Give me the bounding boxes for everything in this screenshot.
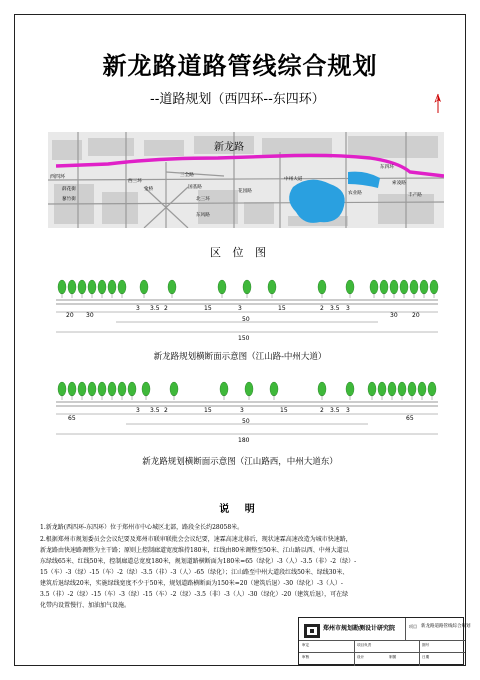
svg-text:2: 2 bbox=[164, 305, 168, 312]
tb-label: 审核 bbox=[302, 655, 310, 659]
note-line: 东绿线65米、红线50米，控制廊道总宽度180米，规划道路横断面为180米=65（绿化）-3（人）-3.5（非）-2（绿）- bbox=[40, 558, 357, 565]
tree-icon bbox=[428, 382, 436, 396]
svg-text:3: 3 bbox=[238, 305, 242, 312]
svg-text:150: 150 bbox=[238, 335, 250, 342]
tree-icon bbox=[98, 280, 106, 294]
note-line: 新龙路由快速路调整为主干路；原则上控制廊道宽度维持180米，红线由80米调整至50米、江山路以西、中州大道以 bbox=[40, 547, 349, 554]
tree-icon bbox=[268, 280, 276, 294]
svg-text:丰产路: 丰产路 bbox=[408, 193, 422, 198]
tree-icon bbox=[400, 280, 408, 294]
svg-text:50: 50 bbox=[242, 418, 250, 425]
svg-text:金桥: 金桥 bbox=[144, 187, 154, 192]
svg-text:北三环: 北三环 bbox=[196, 197, 210, 202]
tree-icon bbox=[430, 280, 438, 294]
tb-label: 项目负责 bbox=[357, 643, 372, 647]
cross-section-2 bbox=[52, 378, 442, 450]
tree-icon bbox=[142, 382, 150, 396]
page-subtitle: --道路规划（西四环--东四环） bbox=[150, 92, 325, 107]
svg-text:索凌路: 索凌路 bbox=[392, 181, 406, 186]
institute-logo-icon bbox=[303, 623, 321, 639]
tree-icon bbox=[378, 382, 386, 396]
tree-icon bbox=[78, 280, 86, 294]
tree-icon bbox=[243, 280, 251, 294]
tb-label: 审定 bbox=[302, 643, 310, 647]
tb-label: 日期 bbox=[422, 655, 430, 659]
svg-text:3.5: 3.5 bbox=[150, 305, 160, 312]
svg-text:65: 65 bbox=[68, 415, 76, 422]
svg-text:3: 3 bbox=[136, 305, 140, 312]
tree-icon bbox=[408, 382, 416, 396]
svg-text:中州大道: 中州大道 bbox=[284, 177, 303, 182]
tree-icon bbox=[388, 382, 396, 396]
svg-text:2: 2 bbox=[320, 305, 324, 312]
project-name: 新龙路道路管线综合规划 bbox=[421, 624, 471, 629]
page-title: 新龙路道路管线综合规划 bbox=[102, 52, 378, 80]
svg-text:2: 2 bbox=[164, 407, 168, 414]
tree-icon bbox=[98, 382, 106, 396]
tree-icon bbox=[88, 280, 96, 294]
tree-icon bbox=[398, 382, 406, 396]
note-item-1: 1.新龙路(西四环-东四环）位于郑州市中心城区北部，路段全长约28058米。 bbox=[40, 524, 244, 531]
notes-heading: 说 明 bbox=[219, 504, 261, 515]
svg-text:180: 180 bbox=[238, 437, 250, 444]
svg-text:3: 3 bbox=[240, 407, 244, 414]
tree-icon bbox=[118, 280, 126, 294]
tree-icon bbox=[140, 280, 148, 294]
tree-icon bbox=[420, 280, 428, 294]
note-line: 建筑后退绿线20米，实施绿线宽度不少于50米，规划道路横断面为150米=20（建筑后退）-30（绿化）-3（人）- bbox=[40, 580, 343, 587]
title-block bbox=[298, 617, 471, 665]
tree-icon bbox=[318, 382, 326, 396]
tree-icon bbox=[108, 280, 116, 294]
svg-text:3: 3 bbox=[136, 407, 140, 414]
svg-text:东四环: 东四环 bbox=[380, 165, 394, 170]
tree-icon bbox=[410, 280, 418, 294]
tree-icon bbox=[68, 382, 76, 396]
svg-text:3: 3 bbox=[346, 407, 350, 414]
institute-name: 郑州市规划勘测设计研究院 bbox=[323, 625, 396, 632]
tree-icon bbox=[78, 382, 86, 396]
tree-icon bbox=[118, 382, 126, 396]
map-road-label: 新龙路 bbox=[214, 142, 244, 153]
tree-icon bbox=[220, 382, 228, 396]
svg-text:农业路: 农业路 bbox=[348, 191, 362, 196]
tb-label: 图号 bbox=[422, 643, 430, 647]
note-line: 化带内设置慢行、加油加气设施。 bbox=[40, 602, 131, 609]
tree-icon bbox=[390, 280, 398, 294]
project-label: 项目 bbox=[409, 624, 417, 629]
svg-text:薛花街: 薛花街 bbox=[62, 187, 76, 192]
tb-label: 设计 bbox=[357, 655, 365, 659]
tree-icon bbox=[370, 280, 378, 294]
svg-text:15: 15 bbox=[204, 305, 212, 312]
svg-text:20: 20 bbox=[412, 312, 420, 319]
svg-text:3.5: 3.5 bbox=[150, 407, 160, 414]
tree-icon bbox=[270, 382, 278, 396]
tree-icon bbox=[108, 382, 116, 396]
svg-text:15: 15 bbox=[278, 305, 286, 312]
svg-text:20: 20 bbox=[66, 312, 74, 319]
tree-icon bbox=[380, 280, 388, 294]
tree-icon bbox=[68, 280, 76, 294]
svg-text:65: 65 bbox=[406, 415, 414, 422]
tree-icon bbox=[368, 382, 376, 396]
svg-text:15: 15 bbox=[204, 407, 212, 414]
location-map-caption: 区 位 图 bbox=[210, 246, 270, 259]
tree-icon bbox=[170, 382, 178, 396]
note-line: 2.根据郑州市规划委员会会议纪要及郑州市联审联批会会议纪要，速霖高速北移后，现状速霖高速改造为城市快速路， bbox=[40, 536, 352, 543]
section-2-caption: 新龙路规划横断面示意图（江山路西，中州大道东） bbox=[142, 457, 338, 467]
svg-text:三全路: 三全路 bbox=[180, 173, 194, 178]
tree-icon bbox=[58, 280, 66, 294]
section-1-caption: 新龙路规划横断面示意图（江山路-中州大道） bbox=[153, 352, 327, 362]
note-line: 3.5（非）-2（绿）-15（车）-3（绿）-15（车）-2（绿）-3.5（非）-3（人）-30（绿化）-20（建筑后退），可在绿 bbox=[40, 591, 349, 598]
tree-icon bbox=[418, 382, 426, 396]
cross-section-1 bbox=[52, 278, 442, 350]
tree-icon bbox=[168, 280, 176, 294]
tree-icon bbox=[58, 382, 66, 396]
tree-icon bbox=[318, 280, 326, 294]
svg-text:30: 30 bbox=[390, 312, 398, 319]
svg-text:国基路: 国基路 bbox=[188, 185, 202, 190]
svg-text:3: 3 bbox=[346, 305, 350, 312]
tb-label: 制图 bbox=[389, 655, 397, 659]
svg-text:15: 15 bbox=[280, 407, 288, 414]
note-line: 15（车）-3（绿）-15（车）-2（绿）-3.5（非）-3（人）-65（绿化）；江山路至中州大道段红线50米、绿线30米、 bbox=[40, 569, 349, 576]
svg-text:50: 50 bbox=[242, 316, 250, 323]
svg-text:3.5: 3.5 bbox=[330, 407, 340, 414]
tree-icon bbox=[128, 382, 136, 396]
tree-icon bbox=[218, 280, 226, 294]
tree-icon bbox=[346, 382, 354, 396]
svg-text:西四环: 西四环 bbox=[50, 174, 66, 180]
north-arrow-icon bbox=[432, 92, 444, 114]
tree-icon bbox=[88, 382, 96, 396]
svg-text:3.5: 3.5 bbox=[330, 305, 340, 312]
svg-text:2: 2 bbox=[320, 407, 324, 414]
svg-text:西三环: 西三环 bbox=[128, 179, 142, 184]
tree-icon bbox=[245, 382, 253, 396]
svg-text:花园路: 花园路 bbox=[238, 189, 252, 194]
svg-text:蓼竹街: 蓼竹街 bbox=[62, 197, 76, 202]
note-item-2 bbox=[40, 534, 440, 611]
svg-text:东风路: 东风路 bbox=[196, 213, 210, 218]
tree-icon bbox=[346, 280, 354, 294]
svg-text:30: 30 bbox=[86, 312, 94, 319]
location-map bbox=[48, 132, 444, 228]
